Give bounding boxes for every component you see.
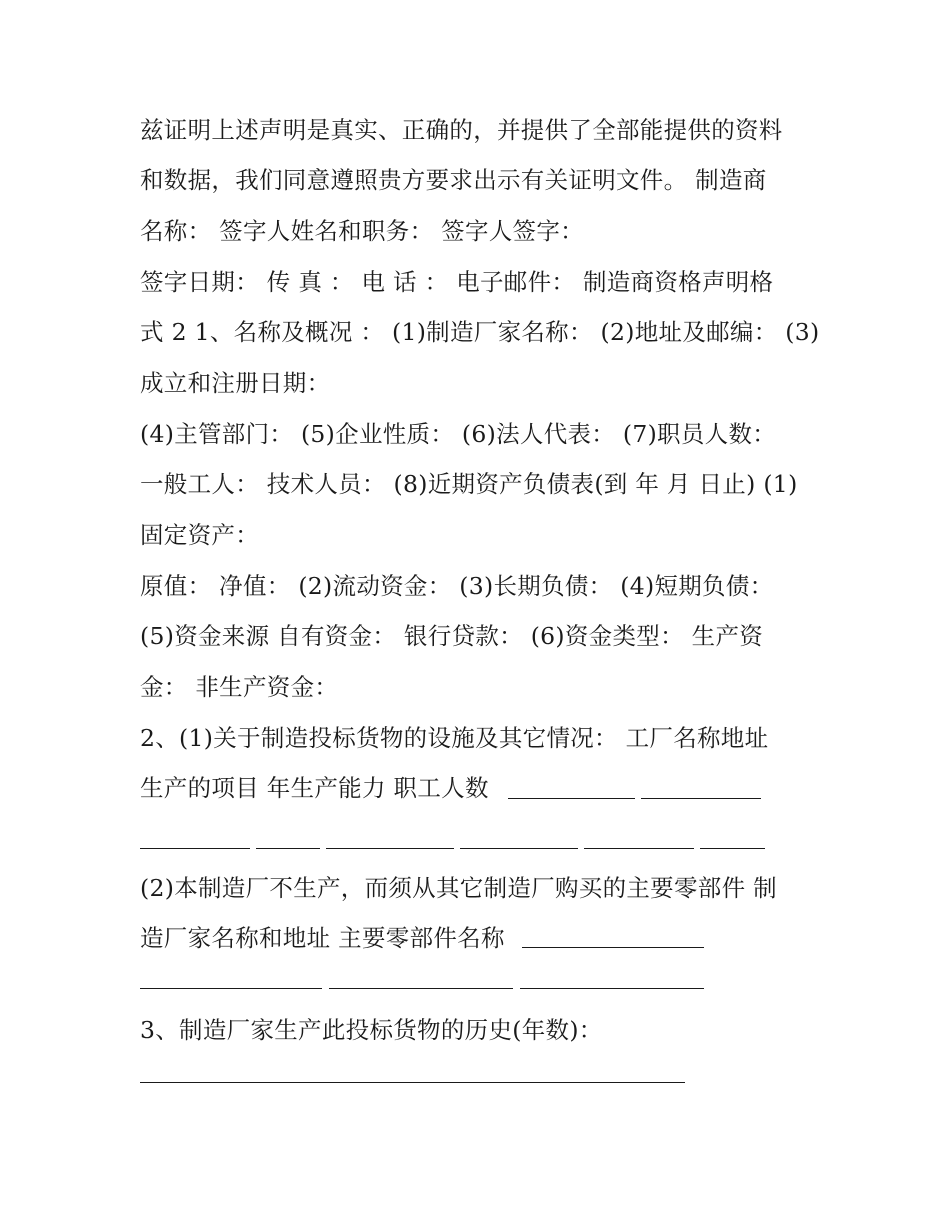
- text-line-17: 3、制造厂家生产此投标货物的历史(年数)：: [140, 1016, 603, 1044]
- text-line-9: 固定资产：: [140, 521, 259, 549]
- blank-row-4: [140, 968, 710, 990]
- text-line-4: 签字日期： 传 真 ： 电 话 ： 电子邮件： 制造商资格声明格: [140, 268, 774, 296]
- fill-blank[interactable]: [326, 828, 454, 849]
- text-line-10: 原值： 净值： (2)流动资金： (3)长期负债： (4)短期负债：: [140, 572, 774, 600]
- text-line-3: 名称： 签字人姓名和职务： 签字人签字：: [140, 217, 584, 245]
- text-line-13: 2、(1)关于制造投标货物的设施及其它情况： 工厂名称地址: [140, 724, 769, 752]
- fill-blank[interactable]: [584, 828, 694, 849]
- fill-blank[interactable]: [522, 927, 704, 948]
- text-line-11: (5)资金来源 自有资金： 银行贷款： (6)资金类型： 生产资: [140, 622, 764, 650]
- text-line-8: 一般工人： 技术人员： (8)近期资产负债表(到 年 月 日止) (1): [140, 470, 798, 498]
- fill-blank[interactable]: [140, 828, 250, 849]
- text-line-15: (2)本制造厂不生产，而须从其它制造厂购买的主要零部件 制: [140, 874, 777, 902]
- blank-row-1: [508, 778, 768, 800]
- text-line-7: (4)主管部门： (5)企业性质： (6)法人代表： (7)职员人数：: [140, 420, 777, 448]
- text-line-16: 造厂家名称和地址 主要零部件名称: [140, 924, 505, 952]
- text-line-2: 和数据，我们同意遵照贵方要求出示有关证明文件。 制造商: [140, 166, 767, 194]
- fill-blank[interactable]: [329, 968, 513, 989]
- fill-blank[interactable]: [460, 828, 578, 849]
- text-line-14: 生产的项目 年生产能力 职工人数: [140, 774, 489, 802]
- text-line-5: 式 2 1、名称及概况 ： (1)制造厂家名称： (2)地址及邮编： (3): [140, 318, 820, 346]
- blank-row-3: [522, 927, 712, 949]
- fill-blank[interactable]: [700, 828, 765, 849]
- fill-blank[interactable]: [140, 1062, 685, 1083]
- fill-blank[interactable]: [520, 968, 704, 989]
- blank-row-2: [140, 828, 780, 850]
- text-line-1: 兹证明上述声明是真实、正确的，并提供了全部能提供的资料: [140, 116, 783, 144]
- fill-blank[interactable]: [256, 828, 320, 849]
- text-line-6: 成立和注册日期：: [140, 369, 331, 397]
- text-line-12: 金： 非生产资金：: [140, 673, 339, 701]
- fill-blank[interactable]: [641, 778, 761, 799]
- fill-blank[interactable]: [508, 778, 635, 799]
- blank-row-5: [140, 1062, 690, 1084]
- fill-blank[interactable]: [140, 968, 322, 989]
